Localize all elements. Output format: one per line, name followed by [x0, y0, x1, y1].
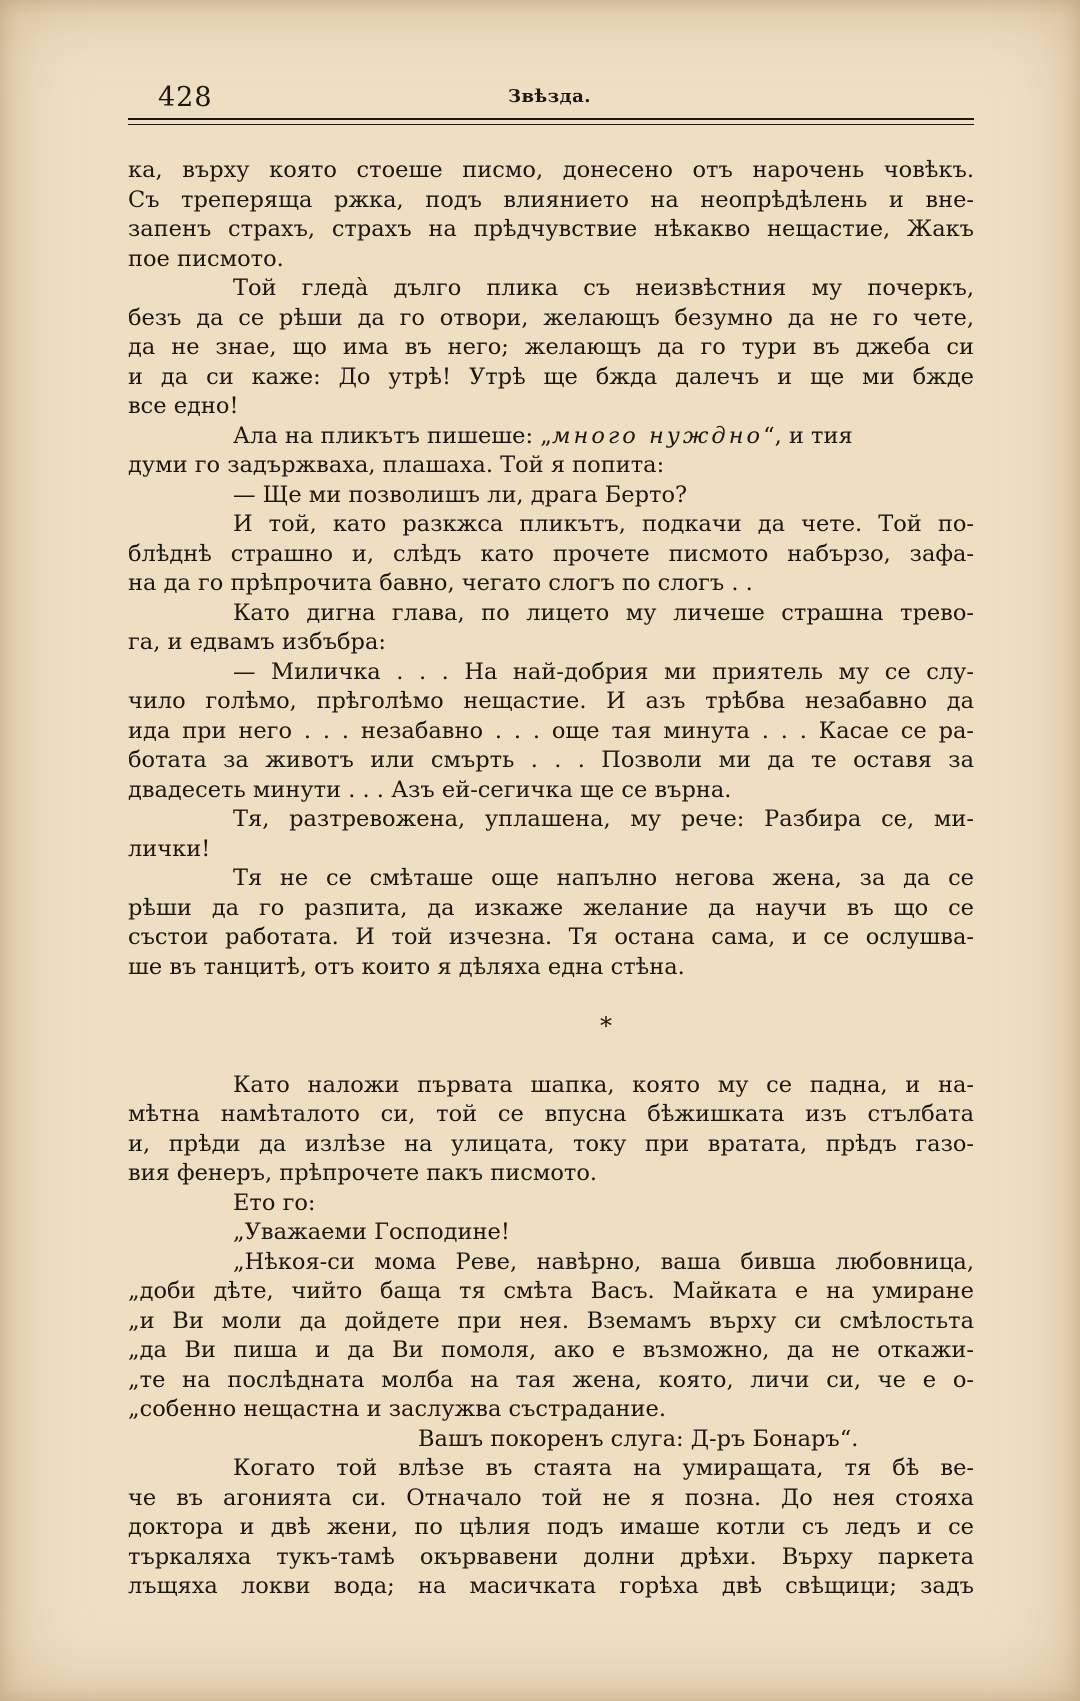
letter-line: „те на послѣдната молба на тая жена, която, личи си, че е о-	[128, 1366, 974, 1393]
text-line: чило голѣмо, прѣголѣмо нещастие. И азъ трѣбва незабавно да	[128, 688, 974, 714]
letter-line: „и Ви моли да дойдете при нея. Вземамъ върху си смѣлостьта	[128, 1307, 974, 1334]
text-line: Като дигна глава, по лицето му личеше страшна трево-	[233, 599, 974, 626]
text-line: Тя, разтревожена, уплашена, му рече: Разбира се, ми-	[233, 806, 974, 832]
text-line: думи го задържваха, плашаха. Той я попита:	[128, 452, 665, 478]
section-break-asterisk: *	[600, 1011, 612, 1040]
text-line: Той гледà дълго плика съ неизвѣстния му почеркъ,	[233, 275, 974, 301]
letter-line: „доби дѣте, чийто баща тя смѣта Васъ. Майката е на умиране	[128, 1278, 974, 1304]
text-line: и да си каже: До утрѣ! Утрѣ ще бжда далечъ и ще ми бжде	[128, 363, 974, 390]
text-body	[128, 156, 974, 1602]
running-title: Звѣзда.	[508, 86, 592, 107]
dialogue-line: — Ще ми позволишъ ли, драга Берто?	[233, 481, 688, 508]
text-line: вия фенеръ, прѣпрочете пакъ писмото.	[128, 1160, 598, 1186]
letter-line: „собенно нещастна и заслужва състрадание.	[128, 1396, 667, 1422]
text-fragment: Ала на пликътъ пишеше: „	[233, 422, 552, 449]
text-line: ботата за животъ или смърть . . . Позволи ми да те оставя за	[128, 747, 974, 773]
text-line: търкаляха тукъ-тамѣ окървавени долни дрѣхи. Върху паркета	[128, 1543, 974, 1570]
letter-signature: Вашъ покоренъ слуга: Д-ръ Бонаръ“.	[418, 1425, 859, 1452]
text-line: Ето го:	[233, 1189, 316, 1216]
text-line: Тя не се смѣташе още напълно негова жена, за да се	[233, 865, 974, 891]
text-line: на да го прѣпрочита бавно, чегато слогъ по слогъ . .	[128, 570, 753, 596]
text-line: ше въ танцитѣ, отъ които я дѣляха една стѣна.	[128, 953, 685, 980]
letter-salutation: „Уважаеми Господине!	[233, 1219, 510, 1245]
text-line: запенъ страхъ, страхъ на прѣдчувствие нѣкакво нещастие, Жакъ	[128, 216, 974, 242]
text-line: лички!	[128, 835, 211, 862]
dialogue-line: — Миличка . . . На най-добрия ми приятель му се слу-	[233, 658, 974, 685]
text-line: лъщяха локви вода; на масичката горѣха двѣ свѣщици; задъ	[128, 1573, 974, 1599]
page-header	[128, 74, 974, 114]
page-number: 428	[158, 82, 213, 113]
text-line: Като наложи първата шапка, която му се падна, и на-	[233, 1071, 974, 1098]
text-line: да не знае, що има въ него; желающъ да го тури въ джеба си	[128, 334, 974, 360]
letter-line: „Нѣкоя-си мома Реве, навѣрно, ваша бивша любовница,	[233, 1248, 974, 1275]
text-line: безъ да се рѣши да го отвори, желающъ безумно да не го чете,	[128, 304, 974, 331]
text-fragment: “, и тия	[763, 422, 853, 449]
text-line: блѣднѣ страшно и, слѣдъ като прочете писмото набързо, зафа-	[128, 540, 974, 567]
text-line: доктора и двѣ жени, по цѣлия подъ имаше котли съ ледъ и се	[128, 1514, 974, 1540]
text-line: състои работата. И той изчезна. Тя остана сама, и се ослушва-	[128, 924, 974, 950]
text-line: И той, като разкжса пликътъ, подкачи да чете. Той по-	[233, 511, 974, 537]
section-gap	[128, 982, 974, 1012]
text-line: и, прѣди да излѣзе на улицата, току при вратата, прѣдъ газо-	[128, 1130, 974, 1157]
header-rule-thin	[128, 124, 974, 125]
text-line: мѣтна намѣталото си, той се впусна бѣжишката изъ стълбата	[128, 1101, 974, 1127]
text-line-emphasis	[128, 422, 974, 452]
text-line: двадесеть минути . . . Азъ ей-сегичка ще се върна.	[128, 776, 732, 803]
emphasized-text: много нуждно	[551, 422, 764, 449]
text-line: ка, върху която стоеше писмо, донесено отъ нарочень човѣкъ.	[128, 157, 974, 183]
text-line: пое писмото.	[128, 245, 284, 272]
text-line: га, и едвамъ избъбра:	[128, 629, 386, 655]
text-line: ида при него . . . незабавно . . . още тая минута . . . Касае се ра-	[128, 717, 974, 744]
header-rule-thick	[128, 118, 974, 120]
text-line: все едно!	[128, 393, 239, 419]
text-line: че въ агонията си. Отначало той не я позна. До нея стояха	[128, 1484, 974, 1511]
text-line: рѣши да го разпита, да изкаже желание да научи въ що се	[128, 894, 974, 921]
text-line: Когато той влѣзе въ стаята на умиращата, тя бѣ ве-	[233, 1455, 974, 1481]
letter-line: „да Ви пиша и да Ви помоля, ако е възможно, да не откажи-	[128, 1337, 974, 1363]
section-gap	[128, 1041, 974, 1071]
text-line: Съ треперяща ржка, подъ влиянието на неопрѣдѣлень и вне-	[128, 186, 974, 213]
